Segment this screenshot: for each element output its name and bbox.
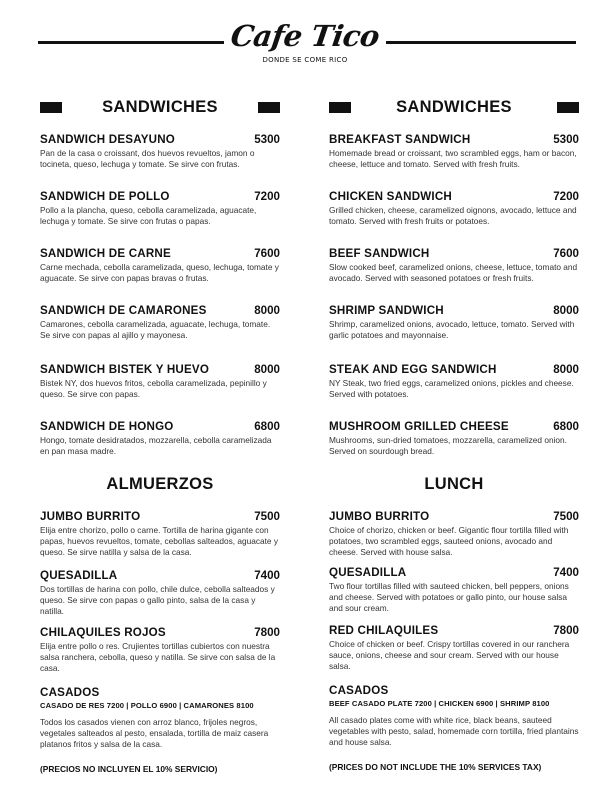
menu-item: [329, 566, 579, 614]
menu-item: [329, 304, 579, 341]
item-name: BEEF SANDWICH: [329, 247, 430, 260]
item-price: 5300: [553, 133, 579, 146]
menu-item-casados: [40, 686, 280, 750]
item-description: Elija entre pollo o res. Crujientes tortillas cubiertos con nuestra salsa ranchera, cebolla, queso y natilla. Se sirve con salsa de la casa.: [40, 641, 276, 673]
item-price: 7800: [553, 624, 579, 637]
item-description: NY Steak, two fried eggs, caramelized onions, pickles and cheese. Served with potatoes.: [329, 378, 574, 399]
section-title-almuerzos: ALMUERZOS: [106, 475, 214, 493]
logo-name: Cafe Tico: [228, 19, 382, 53]
menu-item: [329, 624, 579, 672]
item-description: Bistek NY, dos huevos fritos, cebolla caramelizada, pepinillo y queso. Se sirve con papas.: [40, 378, 267, 399]
item-description: Grilled chicken, cheese, caramelized oignons, avocado, lettuce and tomato. Served with fresh fruits or potatoes.: [329, 205, 577, 226]
section-title-lunch: LUNCH: [424, 475, 484, 493]
menu-item: [40, 363, 280, 400]
menu-item: [40, 626, 280, 674]
logo-tagline: DONDE SE COME RICO: [262, 56, 348, 64]
item-name: RED CHILAQUILES: [329, 624, 439, 637]
item-name: JUMBO BURRITO: [329, 510, 430, 523]
menu-item: [40, 190, 280, 227]
item-name: JUMBO BURRITO: [40, 510, 141, 523]
header-rule-right: [386, 41, 576, 44]
menu-item: [329, 190, 579, 227]
item-description: Carne mechada, cebolla caramelizada, queso, lechuga, tomate y aguacate. Se sirve con papas bravas o frutas.: [40, 262, 279, 283]
section-title-sandwiches: SANDWICHES: [329, 97, 579, 117]
item-description: Shrimp, caramelized onions, avocado, lettuce, tomato. Served with garlic potatoes and mayonnaise.: [329, 319, 575, 340]
item-price: 7500: [254, 510, 280, 523]
menu-item: [40, 420, 280, 457]
item-name: QUESADILLA: [40, 569, 118, 582]
item-description: Two flour tortillas filled with sauteed chicken, bell peppers, onions and cheese. Served with potatoes or gallo pinto, our house salsa and sour cream.: [329, 581, 569, 613]
menu-item: [329, 510, 579, 558]
item-price: 6800: [254, 420, 280, 433]
item-price: 7200: [553, 190, 579, 203]
menu-item: [329, 420, 579, 457]
menu-item: [40, 569, 280, 617]
title-bar-right: [258, 102, 280, 113]
item-description: Slow cooked beef, caramelized onions, cheese, lettuce, tomato and avocado. Served with seasoned potatoes or fresh fruits.: [329, 262, 578, 283]
item-description: All casado plates come with white rice, black beans, sauteed vegetables with pesto, salad, homemade corn tortilla, fried plantains and house salsa.: [329, 715, 579, 747]
item-description: Hongo, tomate desidratados, mozzarella, cebolla caramelizada en pan masa madre.: [40, 435, 272, 456]
item-price: 8000: [553, 304, 579, 317]
price-note: (PRECIOS NO INCLUYEN EL 10% SERVICIO): [40, 764, 218, 774]
item-description: Pollo a la plancha, queso, cebolla caramelizada, aguacate, lechuga y tomate. Se sirve con frutas o papas.: [40, 205, 257, 226]
menu-item: [329, 133, 579, 170]
item-name: SANDWICH DE CARNE: [40, 247, 171, 260]
menu-item: [40, 133, 280, 170]
item-prices-line: CASADO DE RES 7200 | POLLO 6900 | CAMARONES 8100: [40, 701, 254, 710]
item-name: CHICKEN SANDWICH: [329, 190, 452, 203]
item-price: 7200: [254, 190, 280, 203]
item-price: 7600: [254, 247, 280, 260]
item-name: SHRIMP SANDWICH: [329, 304, 444, 317]
item-name: CASADOS: [329, 684, 389, 697]
item-name: MUSHROOM GRILLED CHEESE: [329, 420, 509, 433]
item-name: STEAK AND EGG SANDWICH: [329, 363, 497, 376]
section-title-sandwiches: SANDWICHES: [40, 97, 280, 117]
item-description: Todos los casados vienen con arroz blanco, frijoles negros, vegetales salteados al pesto, ensalada, tortilla de maiz casera platanos fritos y salsa de la casa.: [40, 717, 269, 749]
item-description: Dos tortillas de harina con pollo, chile dulce, cebolla salteados y queso. Se sirve con papas o gallo pinto, salsa de la casa y natilla.: [40, 584, 275, 616]
menu-item: [329, 247, 579, 284]
item-price: 5300: [254, 133, 280, 146]
item-price: 6800: [553, 420, 579, 433]
item-name: SANDWICH DESAYUNO: [40, 133, 176, 146]
item-description: Choice of chorizo, chicken or beef. Gigantic flour tortilla filled with potatoes, two scrambled eggs, sauteed onions, avocado and cheese. Served with house salsa.: [329, 525, 569, 557]
item-name: SANDWICH DE CAMARONES: [40, 304, 207, 317]
item-price: 8000: [254, 304, 280, 317]
item-name: BREAKFAST SANDWICH: [329, 133, 471, 146]
item-description: Elija entre chorizo, pollo o carne. Tortilla de harina gigante con papas, huevos revueltos, tomate, cebollas salteados, aguacate y queso. Se sirve natilla y salsa de la casa.: [40, 525, 278, 557]
item-name: SANDWICH DE POLLO: [40, 190, 170, 203]
item-price: 7400: [254, 569, 280, 582]
item-description: Camarones, cebolla caramelizada, aguacate, lechuga, tomate. Se sirve con papas al ajillo y mayonesa.: [40, 319, 271, 340]
item-price: 7600: [553, 247, 579, 260]
item-description: Choice of chicken or beef. Crispy tortillas covered in our ranchera sauce, onions, cheese and sour cream. Served with our house salsa.: [329, 639, 570, 671]
menu-item: [40, 247, 280, 284]
item-name: QUESADILLA: [329, 566, 407, 579]
item-description: Homemade bread or croissant, two scrambled eggs, ham or bacon, cheese, lettuce and tomato. Served with fresh fruits.: [329, 148, 577, 169]
item-name: SANDWICH BISTEK Y HUEVO: [40, 363, 210, 376]
item-description: Pan de la casa o croissant, dos huevos revueltos, jamon o tocineta, queso, lechuga y tomate. Se sirve con frutas.: [40, 148, 255, 169]
menu-item: [40, 510, 280, 558]
menu-item-casados: [329, 684, 579, 748]
item-name: SANDWICH DE HONGO: [40, 420, 174, 433]
item-price: 8000: [553, 363, 579, 376]
item-description: Mushrooms, sun-dried tomatoes, mozzarella, caramelized onion. Served on sourdough bread.: [329, 435, 567, 456]
item-price: 7400: [553, 566, 579, 579]
title-bar-right: [557, 102, 579, 113]
item-price: 8000: [254, 363, 280, 376]
header-rule-left: [38, 41, 224, 44]
item-name: CHILAQUILES ROJOS: [40, 626, 166, 639]
item-price: 7500: [553, 510, 579, 523]
item-name: CASADOS: [40, 686, 100, 699]
logo: [230, 14, 380, 64]
price-note: (PRICES DO NOT INCLUDE THE 10% SERVICES TAX): [329, 762, 542, 772]
item-price: 7800: [254, 626, 280, 639]
menu-item: [329, 363, 579, 400]
item-prices-line: BEEF CASADO PLATE 7200 | CHICKEN 6900 | SHRIMP 8100: [329, 699, 550, 708]
menu-item: [40, 304, 280, 341]
